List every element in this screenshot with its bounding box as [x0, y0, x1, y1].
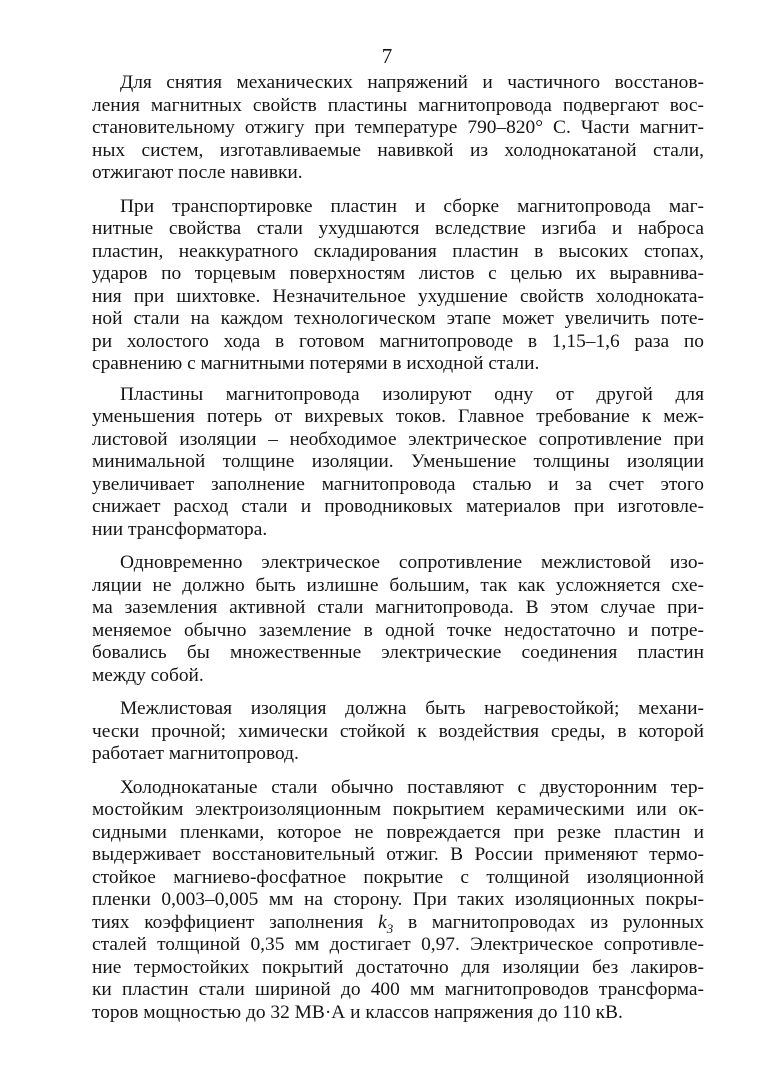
- text-line: чески прочной; химически стойкой к воздействия среды, в которой: [92, 720, 704, 742]
- text-line: ления магнитных свойств пластины магнитопровода подвергают вос-: [92, 94, 704, 116]
- text-line: ма заземления активной стали магнитопровода. В этом случае при-: [92, 597, 704, 618]
- text-line: ния при шихтовке. Незначительное ухудшение свойств холоднокатa-: [92, 285, 704, 307]
- text-line: ние термостойких покрытий достаточно для изоляции без лакиров-: [92, 956, 704, 978]
- text-line: торов мощностью до 32 МВ·А и классов напряжения до 110 кВ.: [92, 1001, 623, 1023]
- text-fragment: в магнитопроводах из рулонных: [407, 911, 704, 933]
- text-line: нитные свойства стали ухудшаются вследствие изгиба и наброса: [92, 218, 704, 239]
- text-line: минимальной толщине изоляции. Уменьшение толщины изоляции: [92, 451, 704, 472]
- text-line: мостойким электроизоляционным покрытием керамическими или ок-: [92, 799, 704, 820]
- text-line: снижает расход стали и проводниковых материалов при изготовле-: [92, 496, 704, 517]
- text-line: сталей толщиной 0,35 мм достигает 0,97. Электрическое сопротивле-: [92, 934, 704, 955]
- text-line: Одновременно электрическое сопротивление межлистовой изо-: [120, 552, 704, 573]
- text-line: При транспортировке пластин и сборке магнитопровода маг-: [120, 195, 704, 217]
- paragraph-5: [92, 698, 704, 766]
- text-line: работает магнитопровод.: [92, 743, 299, 764]
- text-line: увеличивает заполнение магнитопровода сталью и за счет этого: [92, 473, 704, 495]
- text-line: Межлистовая изоляция должна быть нагревостойкой; механи-: [120, 698, 704, 719]
- text-line: ри холостого хода в готовом магнитопроводе в 1,15–1,6 раза по: [92, 330, 704, 352]
- text-line: сравнению с магнитными потерями в исходной стали.: [92, 353, 540, 374]
- text-line: ных систем, изготавливаемые навивкой из холоднокатаной стали,: [92, 139, 704, 161]
- text-line: ударов по торцевым поверхностям листов с целью их выравнива-: [92, 263, 704, 284]
- text-line: нии трансформатора.: [92, 518, 268, 540]
- text-line: бовались бы множественные электрические соединения пластин: [92, 642, 704, 663]
- text-line: сидными пленками, которое не повреждается при резке пластин и: [92, 821, 704, 843]
- paragraph-1: [92, 72, 704, 185]
- text-line: ной стали на каждом технологическом этапе может увеличить поте-: [92, 308, 704, 329]
- text-line: уменьшения потерь от вихревых токов. Главное требование к меж-: [92, 406, 704, 427]
- page-number: 7: [381, 44, 393, 68]
- text-fragment: тиях коэффициент заполнения: [92, 911, 364, 933]
- body-text: [92, 72, 704, 1024]
- paragraph-4: [92, 552, 704, 687]
- text-line: Пластины магнитопровода изолируют одну от другой для: [120, 383, 704, 405]
- paragraph-2: [92, 196, 704, 376]
- text-line: между собой.: [92, 664, 204, 686]
- text-line: выдерживает восстановительный отжиг. В России применяют термо-: [92, 844, 704, 865]
- text-line: Для снятия механических напряжений и частичного восстанов-: [120, 72, 704, 93]
- text-line: отжигают после навивки.: [92, 162, 303, 183]
- text-line: ляции не должно быть излишне большим, так как усложняется схе-: [92, 574, 704, 596]
- paragraph-3: [92, 384, 704, 542]
- text-line: меняемое обычно заземление в одной точке недостаточно и потре-: [92, 619, 704, 641]
- text-line: пластин, неаккуратного складирования пластин в высоких стопах,: [92, 240, 704, 262]
- text-line: листовой изоляции – необходимое электрическое сопротивление при: [92, 428, 704, 450]
- text-line: становительному отжигу при температуре 790–820° С. Части магнит-: [92, 117, 704, 138]
- text-line-with-symbol: [92, 912, 704, 935]
- paragraph-6: [92, 777, 704, 1025]
- text-line: пленки 0,003–0,005 мм на сторону. При таких изоляционных покры-: [92, 889, 704, 910]
- text-line: стойкое магниево-фосфатное покрытие с толщиной изоляционной: [92, 866, 704, 888]
- fill-factor-symbol: $k_3$: [378, 911, 394, 936]
- text-line: Холоднокатаные стали обычно поставляют с двусторонним тер-: [120, 776, 704, 798]
- text-line: ки пластин стали шириной до 400 мм магнитопроводов трансформа-: [92, 979, 704, 1000]
